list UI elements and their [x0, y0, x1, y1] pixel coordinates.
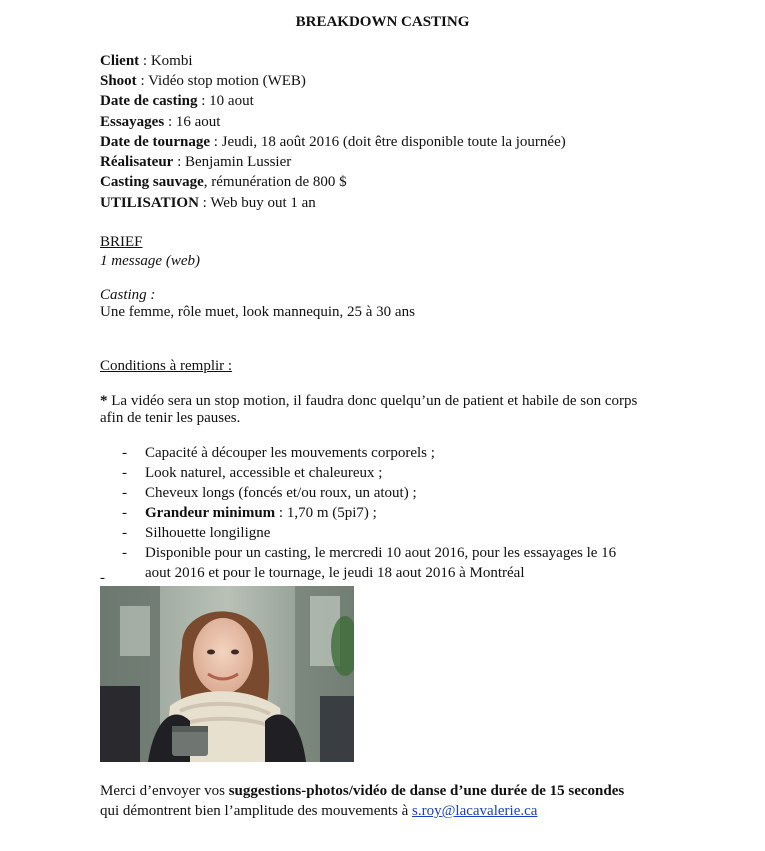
- field-value: Kombi: [150, 53, 193, 69]
- dash-mark: -: [122, 485, 127, 501]
- field-sep: :: [197, 93, 210, 109]
- casting-heading: Casting :: [100, 287, 156, 303]
- field-value: Benjamin Lussier: [185, 154, 292, 170]
- candidate-photo: [100, 586, 354, 762]
- list-item-continuation: [100, 563, 660, 583]
- item-text: Look naturel, accessible et chaleureux ;: [145, 465, 383, 481]
- field-label: Shoot: [100, 73, 137, 89]
- field-label: Date de casting: [100, 93, 198, 109]
- footer-line-1: [100, 781, 624, 801]
- field-client: [100, 51, 193, 71]
- field-label: Réalisateur: [100, 154, 174, 170]
- list-item: [100, 523, 660, 543]
- asterisk-mark: *: [100, 393, 108, 409]
- field-value: rémunération de 800 $: [211, 174, 347, 190]
- field-sep: :: [139, 53, 151, 69]
- field-casting-type: [100, 172, 347, 192]
- list-item: [100, 503, 660, 523]
- item-text: Capacité à découper les mouvements corporels ;: [145, 445, 435, 461]
- field-label: Essayages: [100, 114, 165, 130]
- list-item: [100, 443, 660, 463]
- item-text: : 1,70 m (5pi7) ;: [275, 505, 377, 521]
- item-bold: Grandeur minimum: [145, 505, 276, 521]
- field-sep: :: [209, 134, 222, 150]
- casting-text: Une femme, rôle muet, look mannequin, 25 à 30 ans: [100, 304, 415, 320]
- field-sep: :: [173, 154, 185, 170]
- footer-prefix: Merci d’envoyer vos: [100, 783, 229, 799]
- conditions-list: [100, 443, 660, 583]
- field-value: 10 aout: [209, 93, 254, 109]
- field-label: Client: [100, 53, 140, 69]
- item-text: Cheveux longs (foncés et/ou roux, un atout) ;: [145, 485, 417, 501]
- field-director: [100, 152, 291, 172]
- brief-heading: BRIEF: [100, 234, 143, 250]
- footer-bold: suggestions-photos/vidéo de danse d’une durée de 15 secondes: [228, 783, 625, 799]
- field-value: Web buy out 1 an: [210, 195, 316, 211]
- trailing-dash: -: [100, 570, 105, 586]
- dash-mark: -: [122, 545, 127, 561]
- item-text: Silhouette longiligne: [145, 525, 271, 541]
- field-sep: :: [164, 114, 176, 130]
- footer-line-2: [100, 801, 537, 821]
- field-shoot: [100, 71, 306, 91]
- document-title: BREAKDOWN CASTING: [295, 14, 470, 30]
- field-value: Vidéo stop motion (WEB): [148, 73, 306, 89]
- dash-mark: -: [122, 505, 127, 521]
- field-label: UTILISATION: [100, 195, 199, 211]
- item-text: Disponible pour un casting, le mercredi 10 aout 2016, pour les essayages le 16: [145, 545, 617, 561]
- field-fittings: [100, 112, 220, 132]
- dash-mark: -: [122, 445, 127, 461]
- field-sep: :: [136, 73, 149, 89]
- brief-text: 1 message (web): [100, 253, 200, 269]
- field-label: Date de tournage: [100, 134, 210, 150]
- field-usage: [100, 193, 316, 213]
- dash-mark: -: [122, 525, 127, 541]
- field-shoot-date: [100, 132, 566, 152]
- field-sep: ,: [203, 174, 212, 190]
- email-link[interactable]: s.roy@lacavalerie.ca: [412, 803, 538, 819]
- field-value: 16 aout: [175, 114, 221, 130]
- field-sep: :: [198, 195, 211, 211]
- field-label: Casting sauvage: [100, 174, 204, 190]
- list-item: [100, 543, 660, 563]
- conditions-heading: Conditions à remplir :: [100, 358, 233, 374]
- list-item: [100, 463, 660, 483]
- footer-prefix-2: qui démontrent bien l’amplitude des mouvements à: [100, 803, 413, 819]
- field-casting-date: [100, 91, 254, 111]
- intro-line-2: afin de tenir les pauses.: [100, 410, 241, 426]
- list-item: [100, 483, 660, 503]
- item-text: aout 2016 et pour le tournage, le jeudi 18 aout 2016 à Montréal: [145, 565, 525, 581]
- intro-line-1: La vidéo sera un stop motion, il faudra donc quelqu’un de patient et habile de son corps: [107, 393, 638, 409]
- field-value: Jeudi, 18 août 2016 (doit être disponible toute la journée): [221, 134, 566, 150]
- dash-mark: -: [122, 465, 127, 481]
- photo-illustration: [100, 586, 354, 762]
